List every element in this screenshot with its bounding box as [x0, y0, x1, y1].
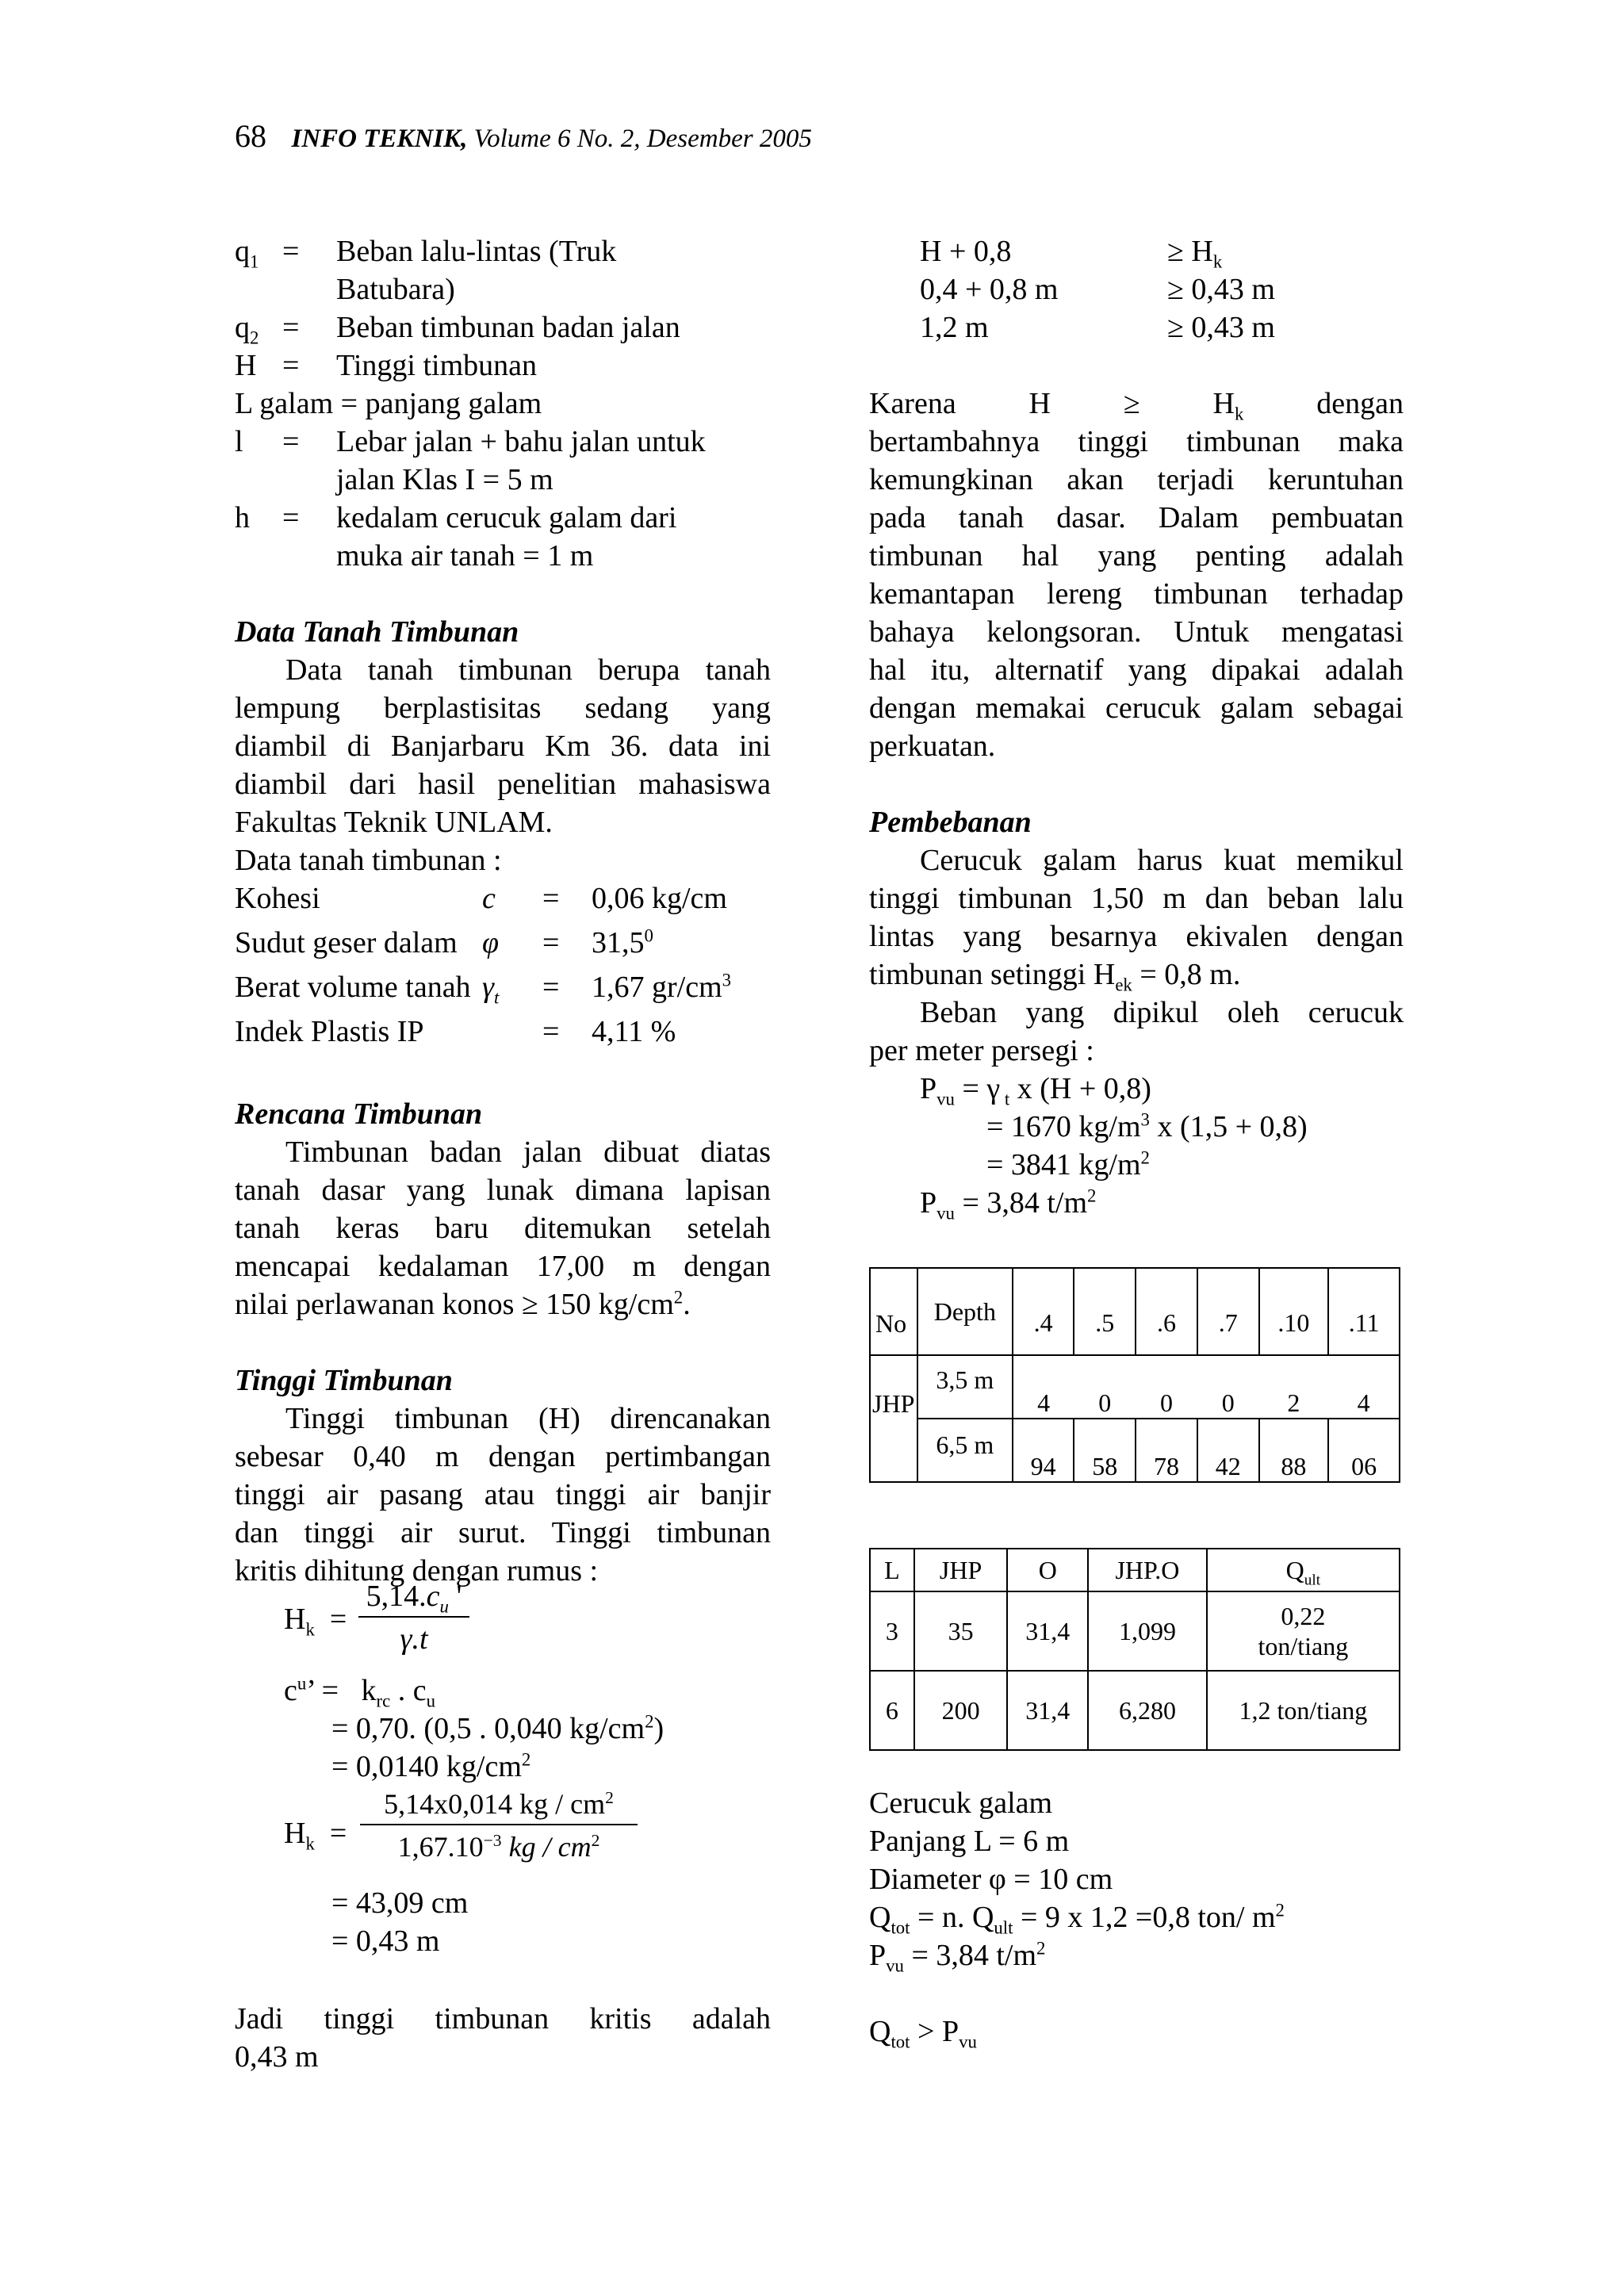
text-line: timbunan hal yang penting adalah: [869, 539, 1404, 573]
inequality-row: 1,2 m ≥ 0,43 m: [920, 311, 1275, 344]
running-header: [235, 117, 812, 155]
property-row: Berat volume tanah $\gamma_t$ = 1,67 $gr/cm^3$: [235, 970, 732, 1008]
cu-line-3: = 0,0140 $kg/cm^2$: [331, 1749, 531, 1783]
definition-row: h = kedalam cerucuk galam dari: [235, 501, 677, 534]
text-line: Beban yang dipikul oleh cerucuk: [920, 996, 1404, 1029]
table-row: L JHP O JHP.O $Q_{ult}$: [870, 1549, 1400, 1591]
rencana-paragraph: [235, 1133, 771, 1285]
tinggi-last-line: kritis dihitung dengan rumus :: [235, 1554, 599, 1587]
data-tanah-label: Data tanah timbunan :: [235, 844, 502, 877]
inequality-row: 0,4 + 0,8 m ≥ 0,43 m: [920, 273, 1275, 306]
text-line: sebesar 0,40 m dengan pertimbangan: [235, 1440, 771, 1473]
text-line: bertambahnya tinggi timbunan maka: [869, 425, 1404, 458]
definition-row: jalan Klas I = 5 m: [336, 463, 553, 496]
heading-tinggi: Tinggi Timbunan: [235, 1364, 453, 1397]
pvu-line-4: $P_{vu} = 3,84$ $t/m^2$: [920, 1185, 1097, 1224]
pembebanan-paragraph-2: [869, 994, 1404, 1032]
definition-row: $q_1$ = Beban lalu-lintas (Truk: [235, 235, 617, 272]
text-line: kemungkinan akan terjadi keruntuhan: [869, 463, 1404, 496]
definition-row: Batubara): [336, 273, 455, 306]
table-row: 6,5 m 94 58 78 42 88 06: [870, 1419, 1400, 1482]
text-line: dengan memakai cerucuk galam sebagai: [869, 691, 1404, 725]
text-line: kemantapan lereng timbunan terhadap: [869, 577, 1404, 611]
table-row: 3 35 31,4 1,099 0,22 ton/tiang: [870, 1591, 1400, 1671]
conclusion: Jadi tinggi timbunan kritis adalah 0,43 m: [235, 2002, 771, 2074]
text-line: diambil dari hasil penelitian mahasiswa: [235, 768, 771, 801]
cu-line-2: = 0,70. (0,5 . 0,040 $kg/cm^2$): [331, 1711, 665, 1745]
text-line: tinggi timbunan 1,50 m dan beban lalu: [869, 882, 1404, 915]
definitions-list: [235, 232, 771, 575]
hk-result-2: = 0,43 m: [331, 1924, 440, 1958]
hk-lhs-1: $H_k$ =: [284, 1603, 347, 1640]
soil-properties: [235, 879, 771, 1057]
pembebanan-paragraph: [869, 841, 1404, 956]
page-number: 68: [235, 118, 266, 154]
text-line: lintas yang besarnya ekivalen dengan: [869, 920, 1404, 953]
karena-paragraph: [869, 423, 1404, 727]
pvu-line-3: = 3841 $kg/m^2$: [986, 1147, 1150, 1181]
text-line: pada tanah dasar. Dalam pembuatan: [869, 501, 1404, 534]
pvu-line-2: = 1670 $kg/m^3$ x (1,5 + 0,8): [986, 1109, 1308, 1143]
pvu-line-1: $P_{vu} = \gamma$ $_t$ x (H + 0,8): [920, 1072, 1151, 1109]
hk-fraction-1: $\frac{5,14.c_u '}{\gamma.t}$: [358, 1578, 469, 1657]
text-line: lempung berplastisitas sedang yang: [235, 691, 771, 725]
definition-row: $q_2$ = Beban timbunan badan jalan: [235, 311, 680, 348]
definition-row: L galam = panjang galam: [235, 387, 542, 420]
sondir-table: [869, 1267, 1400, 1483]
text-line: diambil di Banjarbaru Km 36. data ini: [235, 730, 771, 763]
journal-title: INFO TEKNIK, Volume 6 No. 2, Desember 2005: [291, 124, 812, 153]
text-line: tinggi air pasang atau tinggi air banjir: [235, 1478, 771, 1511]
cu-line-1: $c^u$’ = $k_{rc}$ . $c_u$: [284, 1673, 436, 1711]
tinggi-paragraph: [235, 1400, 771, 1552]
hk-lhs-2: $H_k$ =: [284, 1817, 347, 1854]
property-row: Indek Plastis IP = 4,11 %: [235, 1015, 676, 1048]
table-row: 6 200 31,4 6,280 1,2 ton/tiang: [870, 1671, 1400, 1750]
karena-first-line: Karena $H \ge H_k$ dengan: [869, 387, 1404, 424]
rencana-last-line: nilai perlawanan konos ≥ 150 $kg/cm^2$.: [235, 1287, 691, 1321]
heading-pembebanan: Pembebanan: [869, 806, 1032, 839]
heading-rencana: Rencana Timbunan: [235, 1097, 483, 1131]
property-row: Sudut geser dalam φ = 31,5$^0$: [235, 925, 653, 959]
data-tanah-paragraph: [235, 651, 771, 841]
left-column: [235, 232, 771, 1590]
per-meter-line: per meter persegi :: [869, 1034, 1094, 1067]
property-row: Kohesi c = 0,06 kg/cm: [235, 882, 727, 915]
text-line: hal itu, alternatif yang dipakai adalah: [869, 653, 1404, 687]
bearing-capacity-table: [869, 1548, 1400, 1751]
table-row: JHP 3,5 m 4 0 0 0 2 4: [870, 1355, 1400, 1419]
text-line: Timbunan badan jalan dibuat diatas: [285, 1136, 771, 1169]
right-column: [869, 232, 1404, 1222]
text-line: Cerucuk galam harus kuat memikul: [920, 844, 1404, 877]
definition-row: muka air tanah = 1 m: [336, 539, 594, 573]
inequality-row: H + 0,8 ≥ $H_k$: [920, 235, 1223, 272]
text-line: Fakultas Teknik UNLAM.: [235, 806, 553, 839]
karena-last-line: perkuatan.: [869, 730, 996, 763]
hk-result-1: = 43,09 cm: [331, 1886, 469, 1920]
text-line: Data tanah timbunan berupa tanah: [285, 653, 771, 687]
heading-data-tanah: Data Tanah Timbunan: [235, 615, 519, 649]
text-line: Tinggi timbunan (H) direncanakan: [285, 1402, 771, 1435]
text-line: tanah keras baru ditemukan setelah: [235, 1212, 771, 1245]
table-row: No Depth .4 .5 .6 .7 .10 .11: [870, 1268, 1400, 1355]
inequality-block: [869, 232, 1404, 347]
definition-row: l = Lebar jalan + bahu jalan untuk: [235, 425, 706, 458]
text-line: bahaya kelongsoran. Untuk mengatasi: [869, 615, 1404, 649]
hk-fraction-2: $\frac{5,14x0,014 kg / cm^2}{1,67.10^{-3} kg / cm^2}$: [360, 1786, 638, 1865]
text-line: dan tinggi air surut. Tinggi timbunan: [235, 1516, 771, 1549]
cerucuk-block: Cerucuk galam Panjang L = 6 m Diameter φ = 10 cm $Q_{tot} = n$. $Q_{ult} = 9$ x 1,2 =0,8 ton/ $m^2$ $P_{vu} = 3,84$ $t/m^2$ $Q_{tot} > P_{vu}$: [869, 1787, 1285, 2052]
text-line: tanah dasar yang lunak dimana lapisan: [235, 1174, 771, 1207]
definition-row: H = Tinggi timbunan: [235, 349, 538, 382]
text-line: mencapai kedalaman 17,00 m dengan: [235, 1250, 771, 1283]
hek-line: timbunan setinggi $H_{ek} = 0,8$ m.: [869, 958, 1241, 995]
